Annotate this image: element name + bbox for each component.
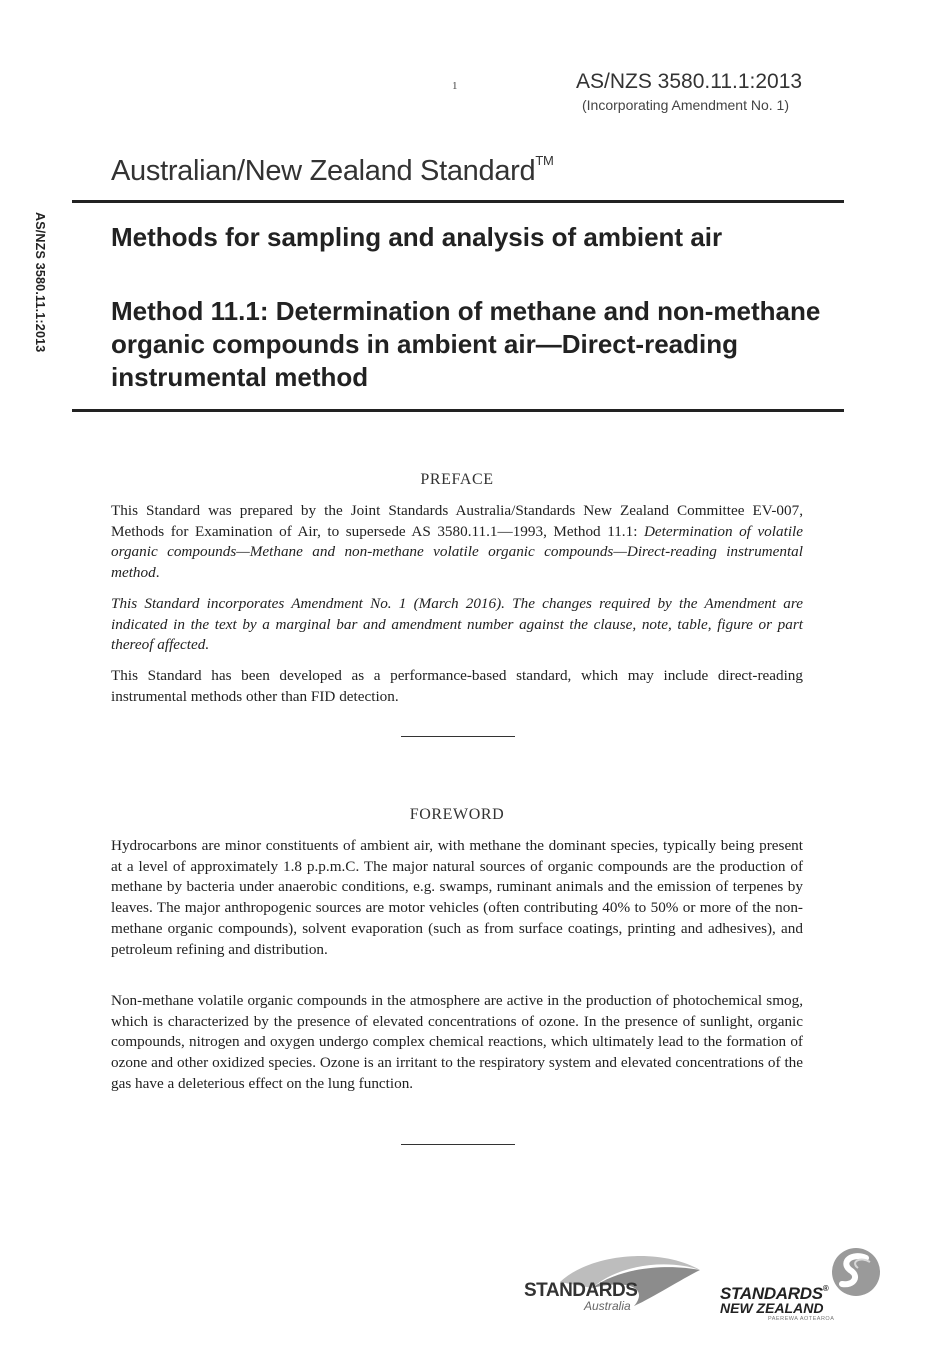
standards-new-zealand-logo [718,1246,888,1321]
amendment-note: (Incorporating Amendment No. 1) [582,97,789,113]
method-title: Method 11.1: Determination of methane and non-methane organic compounds in ambient air—Direct-reading instrumental method [111,296,821,392]
registered-mark: ® [822,1284,829,1293]
snz-word: STANDARDS [720,1284,823,1303]
preface-heading: PREFACE [420,471,494,488]
document-title: Methods for sampling and analysis of ambient air [111,222,723,252]
top-rule [72,200,844,203]
section-divider [401,1144,515,1145]
main-title [111,155,554,188]
s-logo-mark [830,1246,882,1298]
foreword-paragraph-1: Hydrocarbons are minor constituents of ambient air, with methane the dominant species, typically being present at a level of approximately 1.8 p.p.m.C. The major natural sources of organic compounds are the production of methane by bacteria under anaerobic conditions, e.g. swamps, ruminant animals and the emission of terpenes by leaves. The major anthropogenic sources are motor vehicles (often contributing 40% to 50% or more of the non-methane organic compounds), solvent evaporation (such as from surface coatings, printing and adhesives), and petroleum refining and distribution. [111,837,803,958]
snz-wordmark-2: NEW ZEALAND [720,1300,824,1316]
sa-subtitle: Australia [584,1299,631,1313]
preface-paragraph-1 [111,501,803,584]
sa-wordmark: STANDARDS [524,1280,638,1301]
preface-p1-end: . [155,564,160,582]
main-title-text: Australian/New Zealand Standard [111,155,536,187]
snz-subtitle: PAEREWA AOTEAROA [768,1316,835,1322]
standard-code: AS/NZS 3580.11.1:2013 [576,70,803,93]
foreword-paragraph-2: Non-methane volatile organic compounds in the atmosphere are active in the production of photochemical smog, which is characterized by the presence of elevated concentrations of ozone. In the presence of sunlight, organic compounds, nitrogen and oxygen undergo complex chemical reactions, which ultimately lead to the formation of ozone and other oxidized species. Ozone is an irritant to the respiratory system and elevated concentrations of the gas have a deleterious effect on the lung function. [111,992,803,1092]
preface-paragraph-3: This Standard has been developed as a performance-based standard, which may include direct-reading instrumental methods other than FID detection. [111,667,803,705]
section-divider [401,736,515,737]
preface-paragraph-2: This Standard incorporates Amendment No. 1 (March 2016). The changes required by the Amendment are indicated in the text by a marginal bar and amendment number against the clause, note, table, figure or part thereof affected. [111,595,803,654]
foreword-heading: FOREWORD [409,806,505,823]
standards-australia-logo [522,1246,702,1316]
bottom-rule [72,409,844,412]
page-number: 1 [452,80,458,92]
preface-p1-italic: Determination of volatile organic compounds—Methane and non-methane volatile organic compounds—Direct-reading instrumental method [111,522,803,582]
trademark-mark: TM [535,153,554,169]
side-standard-code: AS/NZS 3580.11.1:2013 [33,212,47,353]
preface-p1-start: This Standard was prepared by the Joint Standards Australia/Standards New Zealand Committee EV-007, Methods for Examination of Air, to supersede AS 3580.11.1—1993, Method 11.1: [111,502,803,540]
